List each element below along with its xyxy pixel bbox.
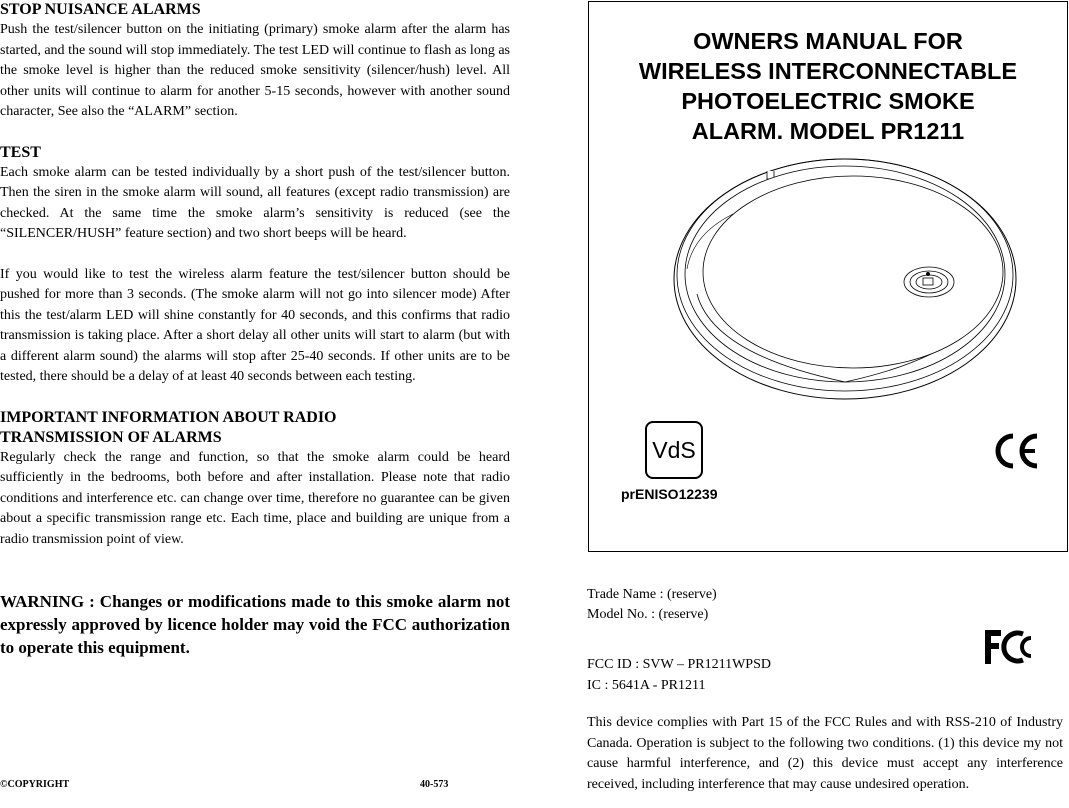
radio-text: Regularly check the range and function, so that the smoke alarm could be heard sufficiently in the bedrooms, both before and after installation. Please note that radio conditions and interference etc. can change over time, therefore no guarantee can be given about a specific transmission range etc. Each time, place and building are unique from a radio transmission point of view.: [0, 449, 510, 547]
smoke-alarm-illustration: [673, 154, 1017, 400]
fcc-warning: WARNING : Changes or modifications made to this smoke alarm not expressly approved by licence holder may void the FCC authorization to operate this equipment.: [0, 592, 510, 657]
test-text-1: Each smoke alarm can be tested individually by a short push of the test/silencer button. Then the siren in the smoke alarm will sound, all features (except radio transmission) are checked. At the same time the smoke alarm’s sensitivity is reduced (see the “SILENCER/HUSH” feature section) and two short beeps will be heard.: [0, 164, 510, 241]
standard-label: prENISO12239: [621, 486, 718, 502]
page-code: 40-573: [420, 779, 449, 790]
radio-heading-line-1: IMPORTANT INFORMATION ABOUT RADIO: [0, 408, 337, 426]
cover-title: [589, 26, 1067, 146]
left-column: [0, 0, 510, 659]
cover-panel: [588, 1, 1068, 552]
test-heading: TEST: [0, 143, 41, 161]
ce-mark-icon: [991, 430, 1043, 472]
vds-mark: VdS: [645, 421, 703, 479]
cover-title-line-2: WIRELESS INTERCONNECTABLE: [638, 58, 1018, 84]
cover-title-line-1: OWNERS MANUAL FOR: [693, 28, 963, 54]
ic-number: IC : 5641A - PR1211: [587, 678, 706, 693]
stop-nuisance-text: Push the test/silencer button on the initiating (primary) smoke alarm after the alarm has started, and the sound will stop immediately. The test LED will continue to flash as long as the smoke level is higher than the reduced smoke sensitivity (silencer/hush) level. All other units will continue to alarm for another 5-15 seconds, however with another sound character, See also the “ALARM” section.: [0, 22, 510, 119]
radio-heading-line-2: TRANSMISSION OF ALARMS: [0, 428, 222, 446]
model-number: Model No. : (reserve): [587, 607, 709, 622]
fcc-id: FCC ID : SVW – PR1211WPSD: [587, 657, 771, 672]
stop-nuisance-heading: STOP NUISANCE ALARMS: [0, 1, 201, 18]
cover-title-line-4: ALARM. MODEL PR1211: [691, 118, 965, 144]
copyright-label: ©COPYRIGHT: [0, 779, 70, 790]
fcc-logo-icon: [979, 624, 1041, 670]
trade-name: Trade Name : (reserve): [587, 587, 717, 602]
test-text-2: If you would like to test the wireless alarm feature the test/silencer button should be pushed for more than 3 seconds. (The smoke alarm will not go into silencer mode) After this the test/alarm LED will shine constantly for 40 seconds, and this confirms that radio transmission is taking place. After a short delay all other units will start to alarm (but with a different alarm sound) the alarms will stop after 25-40 seconds. If other units are to be tested, there should be a delay of at least 40 seconds between each testing.: [0, 266, 510, 384]
cover-title-line-3: PHOTOELECTRIC SMOKE: [681, 88, 975, 114]
compliance-statement: This device complies with Part 15 of the FCC Rules and with RSS-210 of Industry Canada. Operation is subject to the following two conditions. (1) this device my not cause harmful interference, and (2) this device must accept any interference received, including interference that may cause undesired operation.: [587, 715, 1063, 792]
